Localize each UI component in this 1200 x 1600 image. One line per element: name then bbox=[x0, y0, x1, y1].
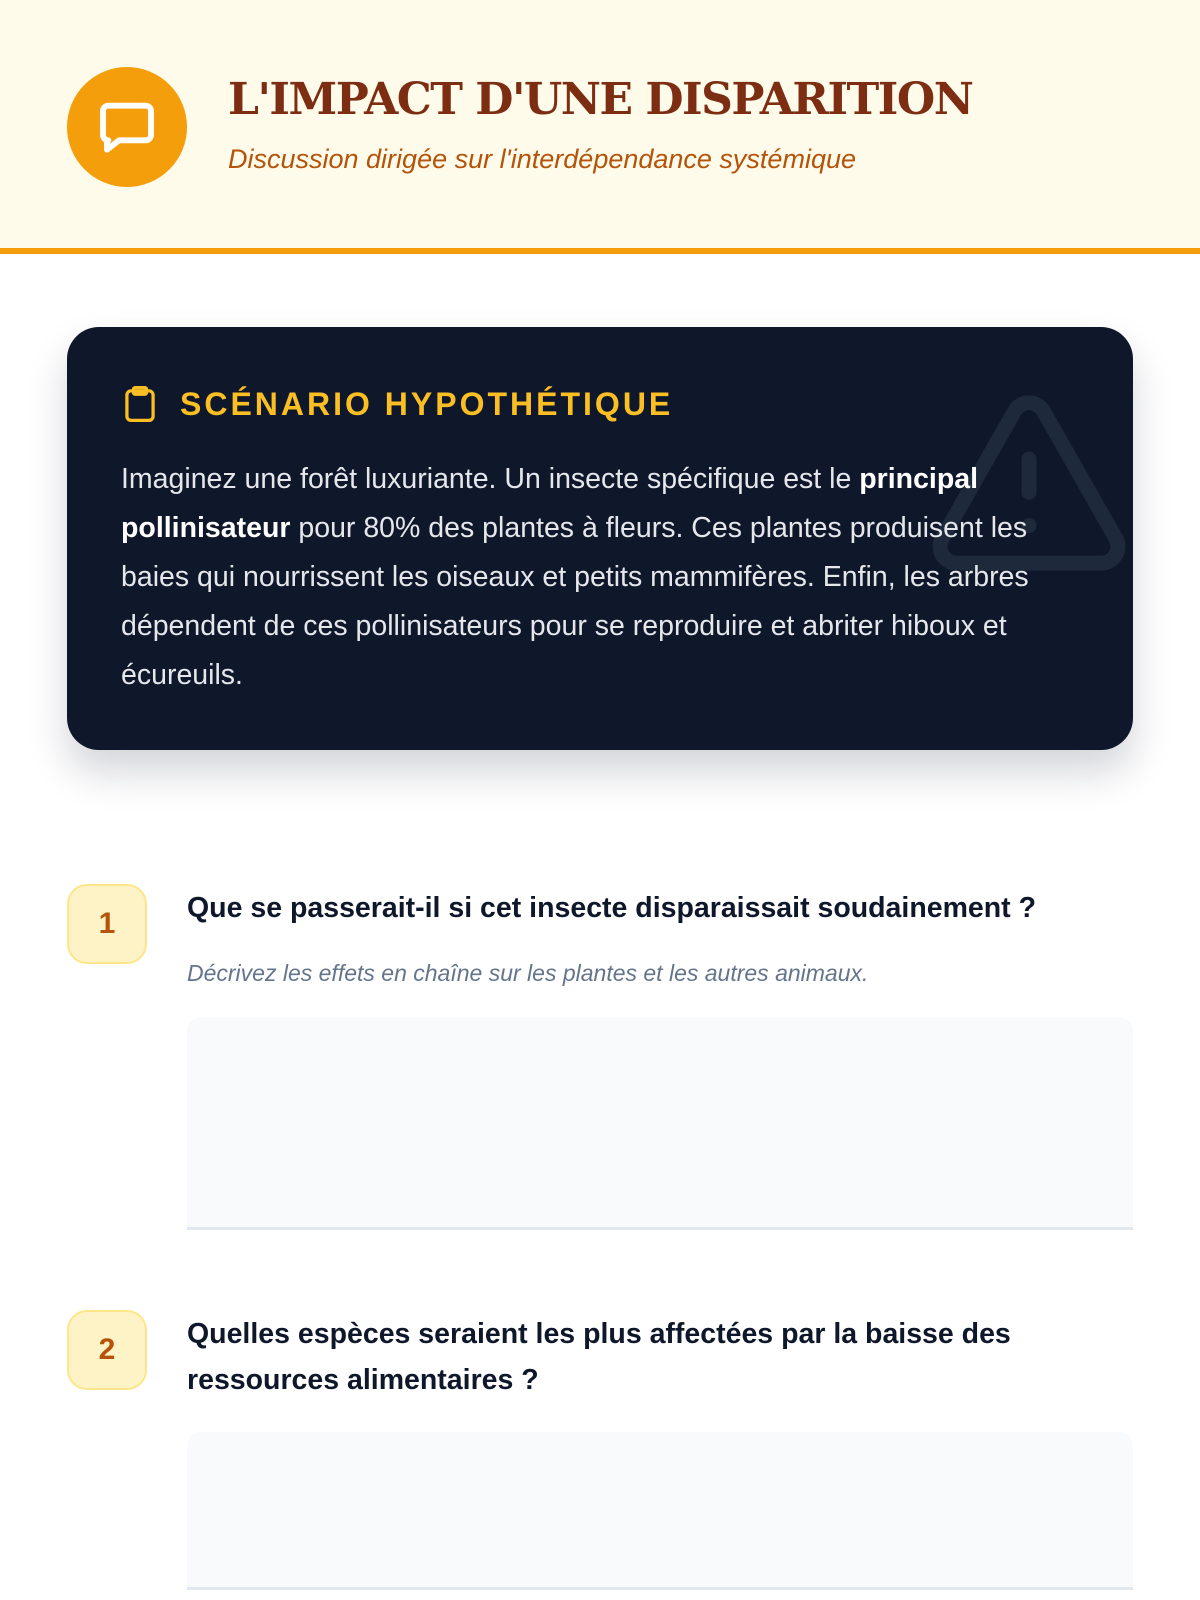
chat-bubble-icon bbox=[95, 95, 159, 159]
question-text: Que se passerait-il si cet insecte disparaissait soudainement ? bbox=[187, 892, 1037, 924]
scenario-title: SCÉNARIO HYPOTHÉTIQUE bbox=[180, 385, 674, 422]
header bbox=[0, 0, 1200, 254]
scenario-text bbox=[121, 455, 1091, 700]
page-title: L'IMPACT D'UNE DISPARITION bbox=[228, 74, 973, 125]
question-hint: Décrivez les effets en chaîne sur les plantes et les autres animaux. bbox=[187, 960, 869, 986]
question-number-badge: 1 bbox=[67, 884, 147, 964]
header-badge bbox=[67, 67, 187, 187]
answer-field[interactable] bbox=[187, 1017, 1133, 1230]
scenario-card bbox=[67, 327, 1133, 750]
question-text: Quelles espèces seraient les plus affectées par la baisse des ressources alimentaires ? bbox=[187, 1318, 1011, 1396]
scenario-header bbox=[122, 382, 673, 426]
scenario-text-rest: pour 80% des plantes à fleurs. Ces plantes produisent les baies qui nourrissent les oiseaux et petits mammifères. Enfin, les arbres dépendent de ces pollinisateurs pour se reproduire et abriter hiboux et écureuils. bbox=[121, 512, 1029, 691]
scenario-text-intro: Imaginez une forêt luxuriante. Un insecte spécifique est le bbox=[121, 463, 860, 495]
page-subtitle: Discussion dirigée sur l'interdépendance systémique bbox=[228, 144, 856, 174]
scenario-text-highlight: principal pollinisateur bbox=[121, 463, 979, 544]
clipboard-icon bbox=[122, 384, 158, 424]
question-number-badge: 2 bbox=[67, 1310, 147, 1390]
answer-field[interactable] bbox=[187, 1432, 1133, 1590]
